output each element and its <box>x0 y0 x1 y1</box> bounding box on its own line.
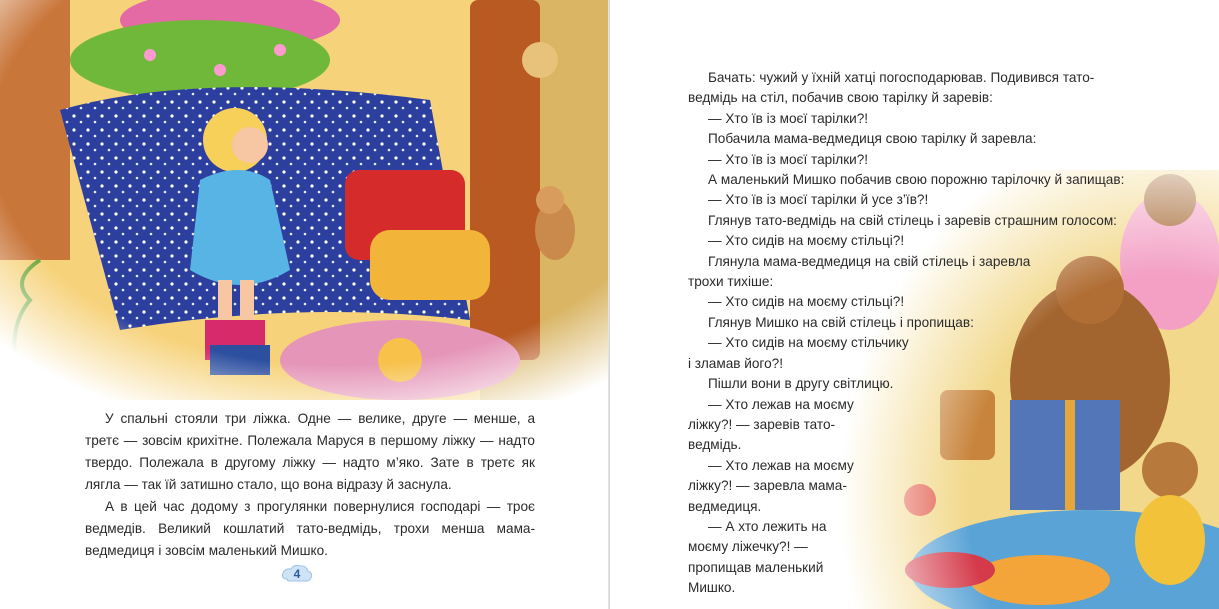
page-number-badge <box>281 563 313 585</box>
paragraph: Глянула мама-ведмедиця на свій стілець і заревла <box>708 253 1031 269</box>
dialogue-line: — А хто лежить на моєму ліжечку?! — пропищав маленький Мишко. <box>688 518 827 596</box>
right-page-text <box>688 68 1158 599</box>
left-page <box>0 0 609 609</box>
dialogue-line: і зламав його?! <box>688 355 783 371</box>
dialogue-line: — Хто їв із моєї тарілки?! <box>708 151 869 167</box>
dialogue-line: — Хто їв із моєї тарілки?! <box>708 110 869 126</box>
dialogue-line: — Хто сидів на моєму стільці?! <box>708 233 905 249</box>
dialogue-line: — Хто їв із моєї тарілки й усе з’їв?! <box>708 192 929 208</box>
dialogue-line: — Хто сидів на моєму стільчику <box>708 335 909 351</box>
paragraph: трохи тихіше: <box>688 274 774 290</box>
paragraph: Побачила мама-ведмедиця свою тарілку й заревла: <box>708 131 1037 147</box>
paragraph: А в цей час додому з прогулянки повернулися господарі — троє ведмедів. Великий кошлатий тато-ведмідь, трохи менша мама-ведмедиця і зовсім маленький Мишко. <box>85 499 535 558</box>
dialogue-line: — Хто лежав на моєму ліжку?! — заревів тато-ведмідь. <box>688 396 854 453</box>
paragraph: Бачать: чужий у їхній хатці погосподарював. Подивився тато-ведмідь на стіл, побачив свою тарілку й заревів: <box>688 70 1095 106</box>
paragraph: А маленький Мишко побачив свою порожню тарілочку й запищав: <box>708 172 1125 188</box>
paragraph: Пішли вони в другу світлицю. <box>708 376 894 392</box>
paragraph: У спальні стояли три ліжка. Одне — велике, друге — менше, а третє — зовсім крихітне. Полежала Маруся в першому ліжку — надто твердо. Полежала в другому ліжку — надто м’яко. Зате в третє як лягла — так їй затишно стало, що вона відразу й заснула. <box>85 411 535 492</box>
girl-climbing-onto-bed-illustration <box>0 0 609 400</box>
dialogue-line: — Хто лежав на моєму ліжку?! — заревла мама-ведмедиця. <box>688 457 854 514</box>
paragraph: Глянув тато-ведмідь на свій стілець і заревів страшним голосом: <box>708 212 1117 228</box>
paragraph: Глянув Мишко на свій стілець і пропищав: <box>708 314 974 330</box>
right-page <box>610 0 1219 609</box>
left-page-text <box>85 408 535 562</box>
dialogue-line: — Хто сидів на моєму стільці?! <box>708 294 905 310</box>
page-number: 4 <box>293 567 301 581</box>
